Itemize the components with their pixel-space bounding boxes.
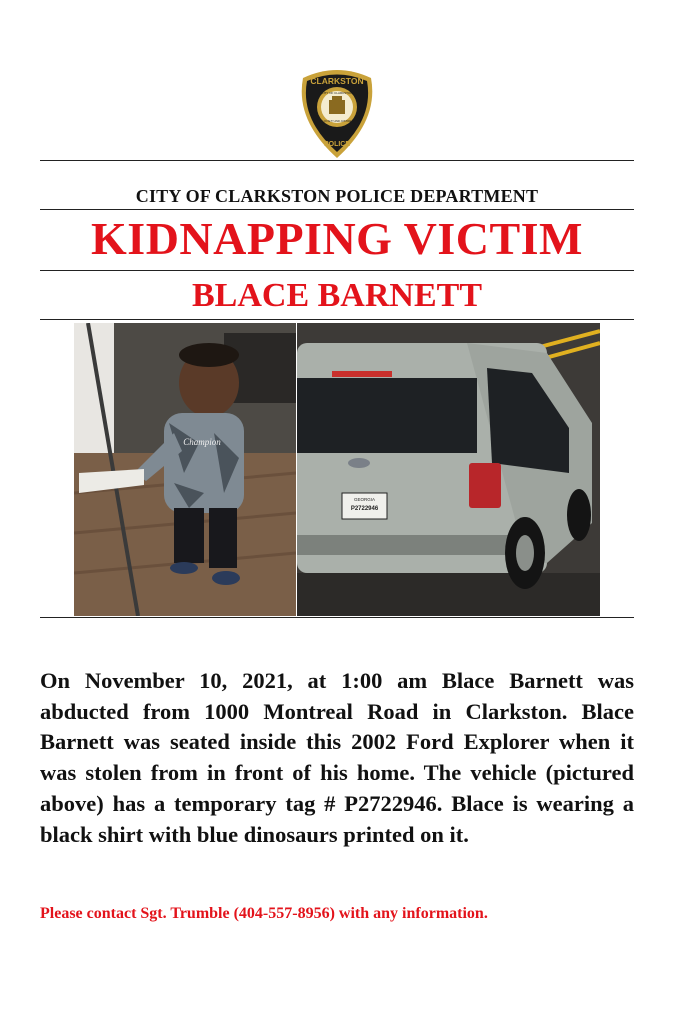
divider-dept [40,209,634,210]
divider-photos [40,617,634,618]
divider-name [40,319,634,320]
police-badge-logo [295,64,379,160]
incident-description: On November 10, 2021, at 1:00 am Blace Barnett was abducted from 1000 Montreal Road in Clarkston. Blace Barnett was seated inside this 2002 Ford Explorer when it was stolen from in front of his home. The vehicle (pictured above) has a temporary tag # P2722946. Blace is wearing a black shirt with blue dinosaurs printed on it. [40,668,634,847]
department-name: CITY OF CLARKSTON POLICE DEPARTMENT [135,186,539,206]
badge-bottom-text: POLICE [323,141,351,148]
contact-info: Please contact Sgt. Trumble (404-557-8956) with any information. [40,905,488,922]
vehicle-photo [297,323,600,616]
victim-photo [74,323,296,616]
tag-number: P2722946 [350,506,379,512]
headline: KIDNAPPING VICTIM [91,213,583,264]
badge-top-text: CLARKSTON [310,76,364,86]
badge-motto: LOYALTY AND JUSTICE [322,120,352,123]
badge-ring-text: CITY OF CLARKSTON [321,91,353,95]
child-shirt-text: Champion [183,437,221,447]
victim-name: BLACE BARNETT [191,277,482,314]
divider-top [40,160,634,161]
divider-headline [40,270,634,271]
tag-state: GEORGIA [353,497,376,502]
